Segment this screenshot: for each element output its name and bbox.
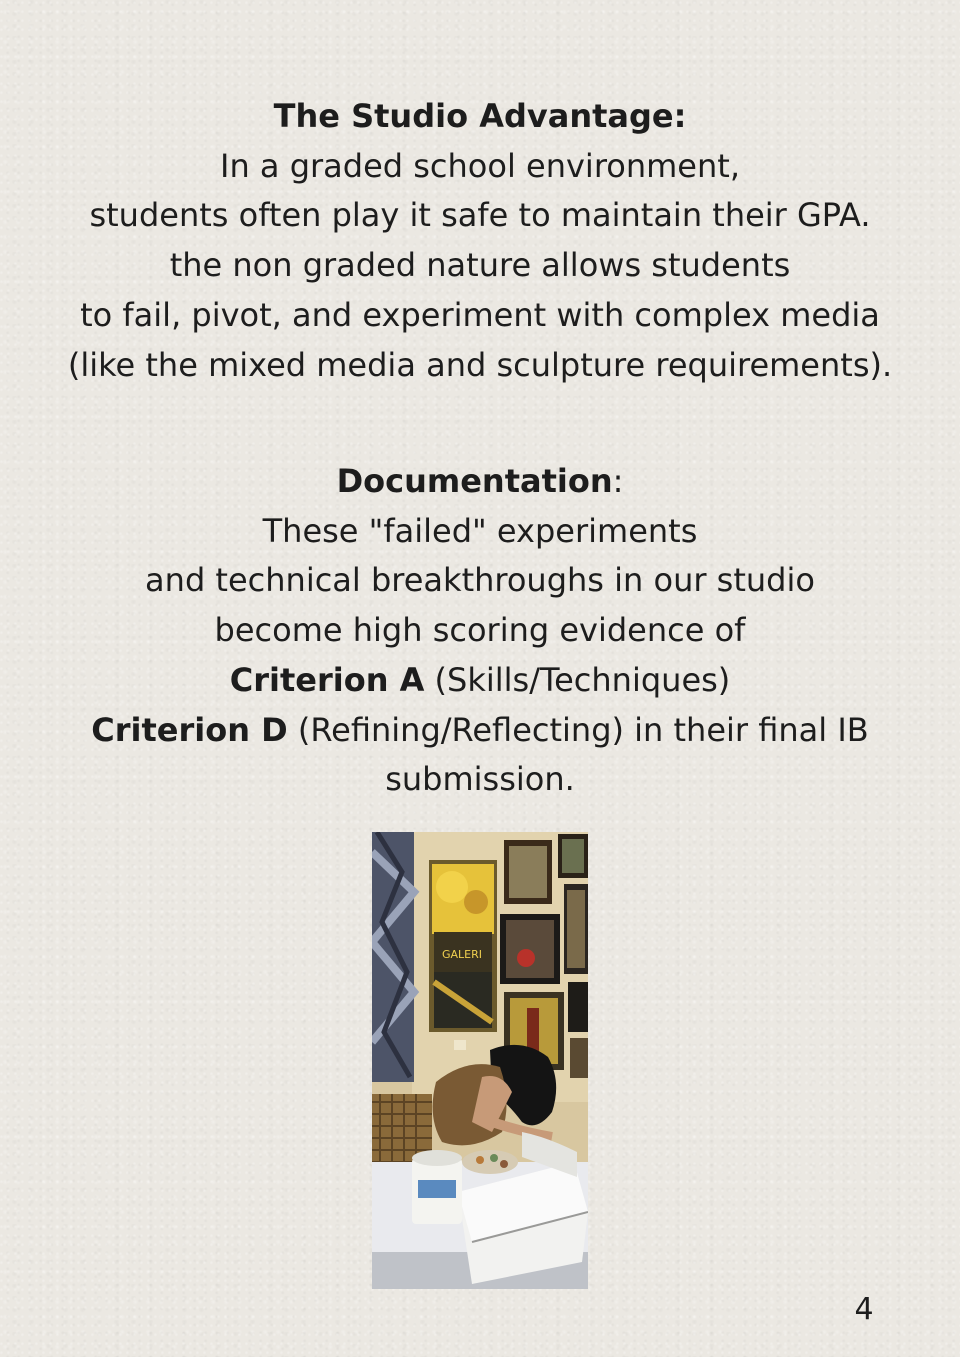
documentation-heading: Documentation <box>336 462 613 500</box>
documentation-closing: submission. <box>385 760 575 799</box>
studio-advantage-heading: The Studio Advantage: <box>273 97 687 135</box>
photo-sign-text: GALERI <box>441 948 483 961</box>
documentation-section <box>0 457 960 805</box>
studio-photo <box>372 832 588 1289</box>
criterion-d-label: Criterion D <box>91 710 288 749</box>
studio-advantage-line: (like the mixed media and sculpture requirements). <box>67 345 893 384</box>
criterion-d-line <box>0 706 960 756</box>
documentation-line: These "failed" experiments <box>262 511 698 550</box>
documentation-line: become high scoring evidence of <box>214 611 746 650</box>
studio-advantage-line: the non graded nature allows students <box>169 246 791 285</box>
criterion-d-text: (Refining/Reflecting) in their final IB <box>287 710 869 749</box>
criterion-a-line <box>0 656 960 706</box>
studio-advantage-line: In a graded school environment, <box>220 146 740 185</box>
criterion-a-label: Criterion A <box>229 660 425 699</box>
studio-advantage-section <box>0 92 960 390</box>
page-number: 4 <box>854 1292 874 1327</box>
studio-advantage-line: students often play it safe to maintain their GPA. <box>89 196 871 235</box>
documentation-heading-line <box>0 457 960 507</box>
studio-advantage-line: to fail, pivot, and experiment with complex media <box>80 295 880 334</box>
criterion-a-text: (Skills/Techniques) <box>424 660 731 699</box>
documentation-line: and technical breakthroughs in our studio <box>145 561 815 600</box>
documentation-heading-colon: : <box>612 462 624 500</box>
